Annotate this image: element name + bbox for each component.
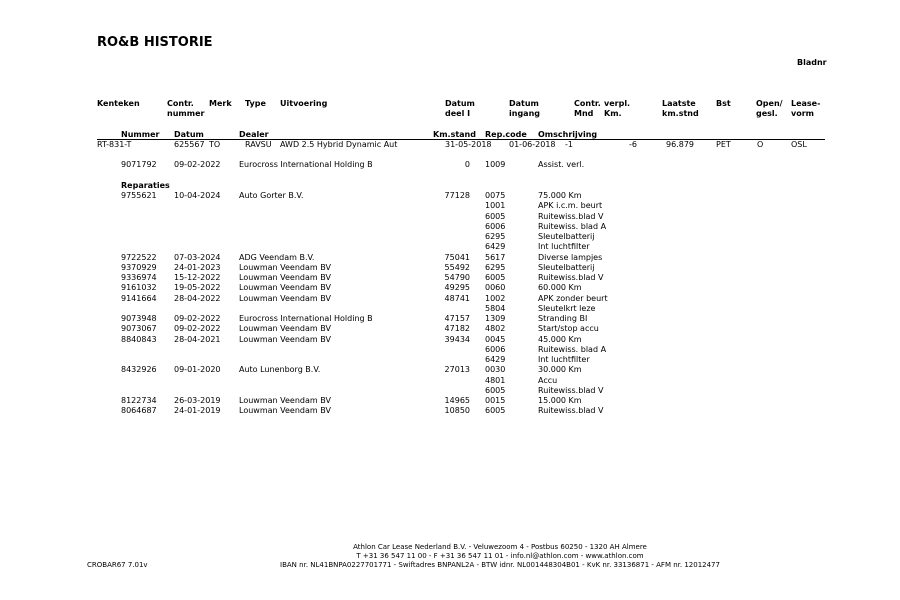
repair-code: 6006: [485, 221, 506, 231]
header-kenteken: Kenteken: [97, 99, 140, 108]
vehicle-contr-mnd: -1: [565, 140, 573, 149]
repair-datum: 26-03-2019: [174, 396, 221, 405]
repair-code: 0060: [485, 283, 506, 293]
header-contr-mnd: Contr. Mnd: [574, 99, 601, 118]
repair-code: 6005: [485, 211, 506, 221]
repair-code: 0045: [485, 334, 506, 344]
vehicle-open-gesl: O: [757, 140, 764, 149]
repair-nummer: 9336974: [121, 273, 157, 282]
repair-code: 6005: [485, 406, 506, 416]
repair-code: 0030: [485, 365, 506, 375]
repair-km: 49295: [444, 283, 470, 293]
repair-omschrijving: 45.000 Km: [538, 334, 582, 344]
header-open-gesl: Open/ gesl.: [756, 99, 783, 118]
repair-omschrijving: Diverse lampjes: [538, 252, 603, 262]
repair-omschrijving: Ruitewiss. blad A: [538, 221, 607, 231]
repair-datum: 24-01-2019: [174, 406, 221, 416]
repair-datum: 07-03-2024: [174, 252, 221, 262]
assist-code: 1009: [485, 160, 506, 169]
header-merk: Merk: [209, 99, 232, 108]
repair-code: 6005: [485, 385, 506, 395]
vehicle-datum-ingang: 01-06-2018: [509, 140, 556, 149]
repair-code: 0015: [485, 396, 506, 405]
repair-datum: 19-05-2022: [174, 283, 221, 293]
repair-dealer: Auto Gorter B.V.: [239, 191, 304, 200]
header-laatste-kmstnd: Laatste km.stnd: [662, 99, 699, 118]
assist-omschrijving: Assist. verl.: [538, 160, 585, 169]
repair-nummer: 9370929: [121, 262, 157, 272]
repair-dealer: Louwman Veendam BV: [239, 396, 331, 405]
footer-contact: T +31 36 547 11 00 - F +31 36 547 11 01 - info.nl@athlon.com - www.athlon.com: [356, 552, 644, 560]
repair-code: 6429: [485, 242, 506, 252]
subheader-repcode: Rep.code: [485, 130, 527, 139]
subheader-dealer: Dealer: [239, 130, 269, 139]
repair-code: 4801: [485, 375, 506, 385]
repair-nummer: 9073067: [121, 324, 157, 334]
page-number-label: Bladnr: [797, 58, 827, 67]
repair-nummer: 9073948: [121, 314, 157, 323]
repair-omschrijving: Sleutelkrt leze: [538, 303, 596, 313]
repair-dealer: Louwman Veendam BV: [239, 334, 331, 344]
repair-code: 5617: [485, 252, 506, 262]
repair-dealer: Auto Lunenborg B.V.: [239, 365, 321, 375]
header-type: Type: [245, 99, 266, 108]
repair-nummer: 9755621: [121, 191, 157, 200]
repair-code: 4802: [485, 324, 506, 334]
repair-code: 0075: [485, 191, 506, 200]
repair-dealer: Louwman Veendam BV: [239, 283, 331, 293]
repair-datum: 28-04-2022: [174, 293, 221, 303]
repair-code: 6006: [485, 344, 506, 354]
header-contr-nummer: Contr. nummer: [167, 99, 205, 118]
vehicle-verpl-km: -6: [629, 140, 637, 149]
repair-km: 75041: [444, 252, 470, 262]
subheader-omschrijving: Omschrijving: [538, 130, 598, 139]
footer-address: Athlon Car Lease Nederland B.V. - Veluwezoom 4 - Postbus 60250 - 1320 AH Almere: [353, 543, 647, 551]
repair-code: 6429: [485, 355, 506, 364]
header-datum-deel: Datum deel I: [445, 99, 475, 118]
repair-code: 1001: [485, 201, 506, 211]
repair-omschrijving: Ruitewiss.blad V: [538, 273, 604, 282]
repair-km: 55492: [444, 262, 470, 272]
repair-datum: 24-01-2023: [174, 262, 221, 272]
repair-km: 39434: [444, 334, 470, 344]
vehicle-uitvoering: AWD 2.5 Hybrid Dynamic Aut: [280, 140, 398, 149]
repair-km: 47157: [444, 314, 470, 323]
repair-omschrijving: Start/stop accu: [538, 324, 599, 334]
vehicle-datum-deel: 31-05-2018: [445, 140, 492, 149]
repair-dealer: Louwman Veendam BV: [239, 293, 331, 303]
repair-dealer: Eurocross International Holding B: [239, 314, 373, 323]
repair-km: 47182: [444, 324, 470, 334]
repair-code: 1002: [485, 293, 506, 303]
repair-code: 6295: [485, 262, 506, 272]
repair-datum: 10-04-2024: [174, 191, 221, 200]
assist-nummer: 9071792: [121, 160, 157, 169]
header-verpl-km: verpl. Km.: [604, 99, 631, 118]
header-lease-vorm: Lease- vorm: [791, 99, 821, 118]
repair-omschrijving: 30.000 Km: [538, 365, 582, 375]
repair-omschrijving: Int luchtfilter: [538, 355, 590, 364]
footer-registration: IBAN nr. NL41BNPA0227701771 - Swiftadres BNPANL2A - BTW idnr. NL001448304B01 - KvK nr. 33136871 - AFM nr. 12012477: [280, 561, 720, 569]
repair-omschrijving: Sleutelbatterij: [538, 232, 595, 241]
reparaties-label: Reparaties: [121, 181, 170, 190]
repair-datum: 09-01-2020: [174, 365, 221, 375]
header-bst: Bst: [716, 99, 731, 108]
assist-km: 0: [464, 160, 470, 169]
repair-omschrijving: 15.000 Km: [538, 396, 582, 405]
form-code: CROBAR67 7.01v: [87, 561, 148, 569]
repair-datum: 09-02-2022: [174, 324, 221, 334]
repair-omschrijving: Ruitewiss.blad V: [538, 385, 604, 395]
repair-omschrijving: Ruitewiss.blad V: [538, 211, 604, 221]
subheader-kmstand: Km.stand: [433, 130, 476, 139]
repair-nummer: 8064687: [121, 406, 157, 416]
repair-datum: 28-04-2021: [174, 334, 221, 344]
repair-datum: 09-02-2022: [174, 314, 221, 323]
repair-omschrijving: Ruitewiss.blad V: [538, 406, 604, 416]
repair-dealer: ADG Veendam B.V.: [239, 252, 315, 262]
vehicle-type: RAVSU: [245, 140, 272, 149]
subheader-datum: Datum: [174, 130, 204, 139]
repair-omschrijving: APK zonder beurt: [538, 293, 608, 303]
repair-omschrijving: Accu: [538, 375, 558, 385]
repair-code: 1309: [485, 314, 506, 323]
repair-code: 6005: [485, 273, 506, 282]
repair-omschrijving: Stranding BI: [538, 314, 588, 323]
repair-nummer: 9141664: [121, 293, 157, 303]
repair-omschrijving: 75.000 Km: [538, 191, 582, 200]
repair-omschrijving: Ruitewiss. blad A: [538, 344, 607, 354]
repair-nummer: 8840843: [121, 334, 157, 344]
vehicle-bst: PET: [716, 140, 731, 149]
repair-km: 27013: [444, 365, 470, 375]
repair-dealer: Louwman Veendam BV: [239, 262, 331, 272]
header-datum-ingang: Datum ingang: [509, 99, 540, 118]
repair-dealer: Louwman Veendam BV: [239, 324, 331, 334]
header-uitvoering: Uitvoering: [280, 99, 328, 108]
repair-dealer: Louwman Veendam BV: [239, 273, 331, 282]
repair-omschrijving: Int luchtfilter: [538, 242, 590, 252]
repair-nummer: 9722522: [121, 252, 157, 262]
repair-nummer: 8432926: [121, 365, 157, 375]
repair-km: 14965: [444, 396, 470, 405]
subheader-nummer: Nummer: [121, 130, 160, 139]
repair-km: 77128: [444, 191, 470, 200]
assist-datum: 09-02-2022: [174, 160, 221, 169]
repair-nummer: 8122734: [121, 396, 157, 405]
repair-nummer: 9161032: [121, 283, 157, 293]
vehicle-kmstnd: 96.879: [666, 140, 694, 149]
repair-code: 5804: [485, 303, 506, 313]
vehicle-lease-vorm: OSL: [791, 140, 807, 149]
repair-dealer: Louwman Veendam BV: [239, 406, 331, 416]
assist-dealer: Eurocross International Holding B: [239, 160, 373, 169]
vehicle-kenteken: RT-831-T: [97, 140, 132, 149]
repair-omschrijving: Sleutelbatterij: [538, 262, 595, 272]
repair-km: 54790: [444, 273, 470, 282]
repair-omschrijving: APK i.c.m. beurt: [538, 201, 603, 211]
vehicle-merk: TO: [209, 140, 221, 149]
repair-km: 48741: [444, 293, 470, 303]
repair-code: 6295: [485, 232, 506, 241]
page-title: RO&B HISTORIE: [97, 35, 213, 50]
repair-datum: 15-12-2022: [174, 273, 221, 282]
vehicle-contract: 625567: [174, 140, 205, 149]
repair-km: 10850: [444, 406, 470, 416]
repair-omschrijving: 60.000 Km: [538, 283, 582, 293]
